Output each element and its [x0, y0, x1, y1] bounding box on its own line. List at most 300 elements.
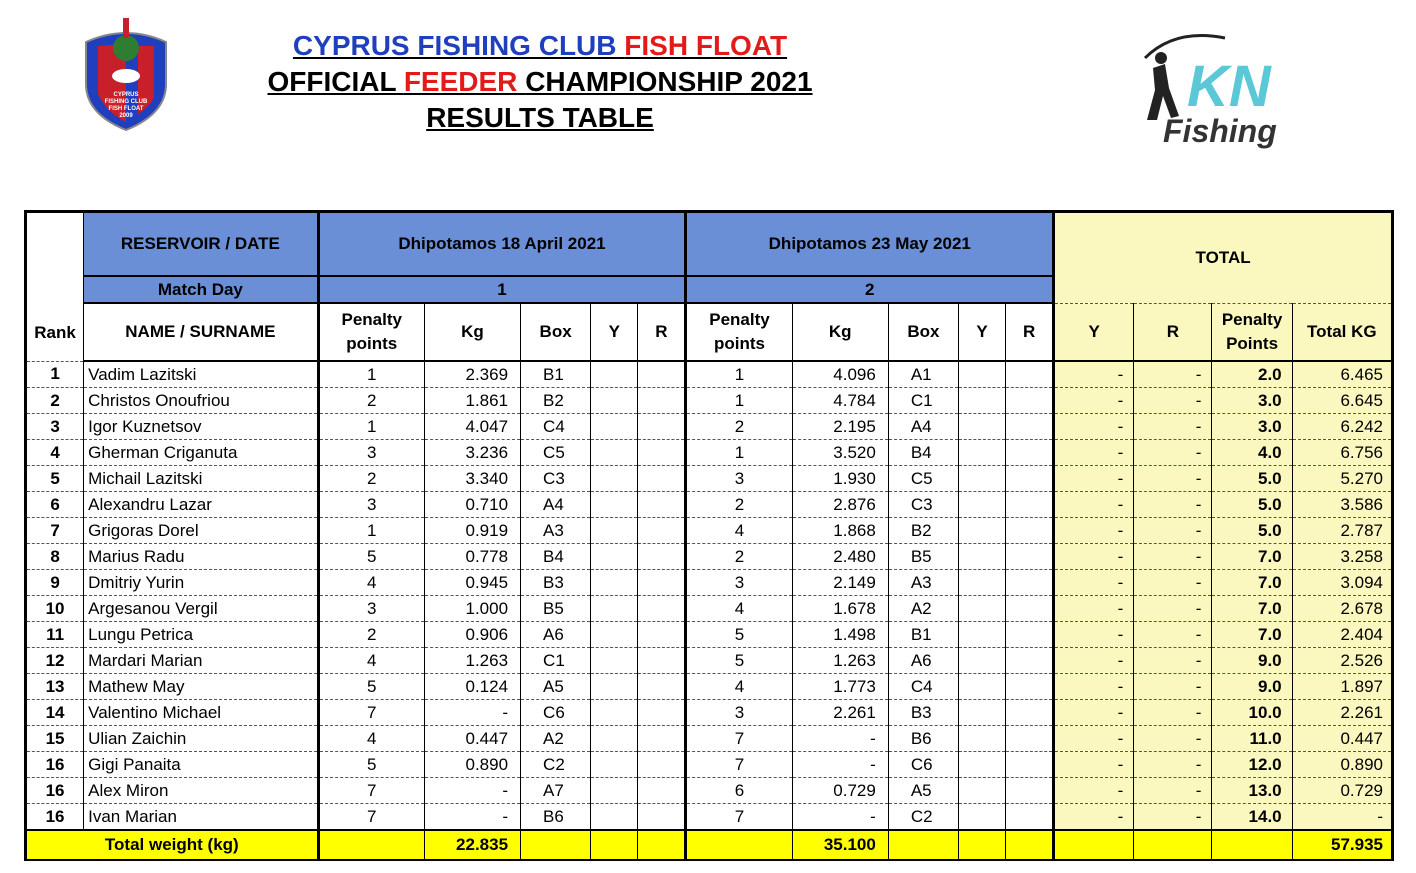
day2-box-cell: C4 [888, 674, 958, 700]
day1-box-cell: B5 [521, 596, 591, 622]
day1-r-cell [638, 466, 686, 492]
day1-kg-header: Kg [424, 303, 520, 361]
total-kg-cell: 2.261 [1292, 700, 1392, 726]
rank-cell: 16 [26, 778, 84, 804]
total-penalty-cell: 2.0 [1212, 361, 1292, 388]
title-line-1 [230, 28, 850, 64]
day1-kg-cell: 3.340 [424, 466, 520, 492]
day2-kg-cell: 1.263 [792, 648, 888, 674]
day1-r-cell [638, 596, 686, 622]
total-penalty-cell: 9.0 [1212, 648, 1292, 674]
day2-y-cell [958, 492, 1005, 518]
total-penalty-header [1212, 303, 1292, 361]
total-r-cell: - [1134, 492, 1212, 518]
total-r-cell: - [1134, 570, 1212, 596]
rank-cell: 15 [26, 726, 84, 752]
sponsor-logo [1135, 28, 1295, 153]
club-logo-text-2: FISHING CLUB [104, 99, 148, 105]
total-y-cell: - [1054, 570, 1134, 596]
total-kg-cell: 2.526 [1292, 648, 1392, 674]
total-r-cell: - [1134, 752, 1212, 778]
total-y-cell: - [1054, 440, 1134, 466]
total-kg-cell: 1.897 [1292, 674, 1392, 700]
day1-penalty-cell: 2 [318, 466, 424, 492]
day2-number: 2 [686, 276, 1054, 303]
day2-penalty-cell: 4 [686, 518, 792, 544]
day1-r-header: R [638, 303, 686, 361]
day2-y-cell [958, 622, 1005, 648]
day1-number: 1 [318, 276, 686, 303]
total-penalty-cell: 7.0 [1212, 596, 1292, 622]
day1-penalty-cell: 7 [318, 778, 424, 804]
total-y-cell: - [1054, 361, 1134, 388]
total-r-cell: - [1134, 778, 1212, 804]
day2-r-cell [1006, 752, 1054, 778]
total-kg-all: 57.935 [1292, 830, 1392, 860]
club-logo [76, 14, 176, 132]
day2-kg-header: Kg [792, 303, 888, 361]
total-y-cell: - [1054, 388, 1134, 414]
day1-kg-cell: - [424, 804, 520, 831]
day2-penalty-cell: 4 [686, 596, 792, 622]
day1-penalty-cell: 5 [318, 544, 424, 570]
name-cell: Gherman Criganuta [84, 440, 319, 466]
total-r-cell: - [1134, 440, 1212, 466]
day1-box-cell: B1 [521, 361, 591, 388]
day2-y-cell [958, 361, 1005, 388]
total-y-cell: - [1054, 648, 1134, 674]
table-row [26, 596, 1393, 622]
day2-box-cell: B6 [888, 726, 958, 752]
total-r-cell: - [1134, 674, 1212, 700]
rank-cell: 6 [26, 492, 84, 518]
day2-y-cell [958, 414, 1005, 440]
day1-r-cell [638, 648, 686, 674]
day1-y-cell [591, 752, 638, 778]
day2-r-cell [1006, 544, 1054, 570]
table-row [26, 778, 1393, 804]
day2-box-cell: B5 [888, 544, 958, 570]
day1-r-cell [638, 518, 686, 544]
day2-y-cell [958, 544, 1005, 570]
day2-reservoir-header: Dhipotamos 23 May 2021 [686, 212, 1054, 277]
day2-penalty-cell: 4 [686, 674, 792, 700]
day2-penalty-cell: 6 [686, 778, 792, 804]
day2-kg-cell: 3.520 [792, 440, 888, 466]
day1-y-cell [591, 544, 638, 570]
day2-y-cell [958, 596, 1005, 622]
day2-y-cell [958, 518, 1005, 544]
day1-kg-cell: 0.945 [424, 570, 520, 596]
day1-kg-cell: 2.369 [424, 361, 520, 388]
day2-penalty-cell: 5 [686, 622, 792, 648]
day2-box-cell: A4 [888, 414, 958, 440]
day2-r-cell [1006, 361, 1054, 388]
day1-r-cell [638, 726, 686, 752]
total-day1-kg: 22.835 [424, 830, 520, 860]
table-row [26, 518, 1393, 544]
rank-cell: 10 [26, 596, 84, 622]
day2-box-cell: B2 [888, 518, 958, 544]
day1-r-cell [638, 414, 686, 440]
name-cell: Christos Onoufriou [84, 388, 319, 414]
day1-box-cell: B2 [521, 388, 591, 414]
day2-box-cell: A1 [888, 361, 958, 388]
day2-r-cell [1006, 674, 1054, 700]
total-kg-cell: 2.787 [1292, 518, 1392, 544]
day1-kg-cell: 0.778 [424, 544, 520, 570]
total-weight-row [26, 830, 1393, 860]
day1-y-cell [591, 466, 638, 492]
day2-y-header: Y [958, 303, 1005, 361]
total-day1-box [521, 830, 591, 860]
total-kg-cell: 6.756 [1292, 440, 1392, 466]
day2-penalty-cell: 7 [686, 726, 792, 752]
rank-cell: 9 [26, 570, 84, 596]
table-row [26, 544, 1393, 570]
day2-y-cell [958, 700, 1005, 726]
total-r-cell: - [1134, 804, 1212, 831]
sponsor-logo-fishing: Fishing [1163, 113, 1277, 149]
total-kg-cell: 0.890 [1292, 752, 1392, 778]
total-r-cell: - [1134, 361, 1212, 388]
day1-penalty-cell: 5 [318, 752, 424, 778]
club-logo-text-3: FISH FLOAT [108, 106, 144, 112]
name-cell: Alex Miron [84, 778, 319, 804]
title-line-3: RESULTS TABLE [426, 102, 654, 133]
name-cell: Alexandru Lazar [84, 492, 319, 518]
day1-y-cell [591, 726, 638, 752]
day1-y-cell [591, 361, 638, 388]
day2-r-cell [1006, 804, 1054, 831]
name-cell: Argesanou Vergil [84, 596, 319, 622]
total-kg-cell: 3.586 [1292, 492, 1392, 518]
total-y-cell: - [1054, 804, 1134, 831]
day2-y-cell [958, 388, 1005, 414]
day1-penalty-cell: 7 [318, 700, 424, 726]
title-championship: CHAMPIONSHIP 2021 [525, 66, 813, 97]
day1-y-cell [591, 388, 638, 414]
rank-cell: 5 [26, 466, 84, 492]
rank-cell: 12 [26, 648, 84, 674]
total-penalty-cell: 3.0 [1212, 388, 1292, 414]
name-cell: Mardari Marian [84, 648, 319, 674]
table-row [26, 804, 1393, 831]
total-header: TOTAL [1054, 212, 1393, 304]
day2-box-cell: A5 [888, 778, 958, 804]
match-day-header: Match Day [84, 276, 319, 303]
day2-r-cell [1006, 388, 1054, 414]
day1-r-cell [638, 544, 686, 570]
day2-y-cell [958, 570, 1005, 596]
day1-penalty-cell: 3 [318, 596, 424, 622]
day2-y-cell [958, 726, 1005, 752]
day2-box-cell: B1 [888, 622, 958, 648]
day1-box-cell: B3 [521, 570, 591, 596]
day1-kg-cell: 1.263 [424, 648, 520, 674]
club-name: CYPRUS FISHING CLUB [292, 30, 617, 61]
total-penalty-cell: 5.0 [1212, 518, 1292, 544]
table-row [26, 492, 1393, 518]
day1-box-cell: A4 [521, 492, 591, 518]
day2-kg-cell: 2.195 [792, 414, 888, 440]
day2-kg-cell: 1.773 [792, 674, 888, 700]
day1-penalty-cell: 3 [318, 492, 424, 518]
day2-box-cell: B4 [888, 440, 958, 466]
total-penalty-header-l1: Penalty [1221, 309, 1283, 329]
total-r-cell: - [1134, 414, 1212, 440]
table-row [26, 700, 1393, 726]
total-y-cell: - [1054, 752, 1134, 778]
day2-r-cell [1006, 492, 1054, 518]
total-day1-r [638, 830, 686, 860]
name-cell: Michail Lazitski [84, 466, 319, 492]
total-y-header: Y [1054, 303, 1134, 361]
day2-r-cell [1006, 518, 1054, 544]
total-penalty-cell: 12.0 [1212, 752, 1292, 778]
day2-kg-cell: 1.868 [792, 518, 888, 544]
day1-penalty-cell: 2 [318, 622, 424, 648]
total-r-cell: - [1134, 596, 1212, 622]
day2-r-cell [1006, 570, 1054, 596]
day2-penalty-cell: 3 [686, 570, 792, 596]
total-r-cell: - [1134, 648, 1212, 674]
total-r-cell: - [1134, 700, 1212, 726]
total-day2-kg: 35.100 [792, 830, 888, 860]
day1-y-cell [591, 804, 638, 831]
day1-y-cell [591, 596, 638, 622]
name-header: NAME / SURNAME [84, 303, 319, 361]
total-penalty-cell: 14.0 [1212, 804, 1292, 831]
total-day2-penalty [686, 830, 792, 860]
day1-r-cell [638, 388, 686, 414]
day1-r-cell [638, 804, 686, 831]
total-y-cell: - [1054, 414, 1134, 440]
day2-box-cell: C3 [888, 492, 958, 518]
table-row [26, 674, 1393, 700]
day2-kg-cell: 1.498 [792, 622, 888, 648]
table-row [26, 570, 1393, 596]
day2-y-cell [958, 778, 1005, 804]
name-cell: Ivan Marian [84, 804, 319, 831]
name-cell: Dmitriy Yurin [84, 570, 319, 596]
day1-kg-cell: 0.710 [424, 492, 520, 518]
day2-penalty-cell: 1 [686, 440, 792, 466]
day2-penalty-cell: 1 [686, 388, 792, 414]
day2-penalty-cell: 5 [686, 648, 792, 674]
day2-box-cell: A2 [888, 596, 958, 622]
day1-kg-cell: - [424, 700, 520, 726]
total-penalty-cell: 7.0 [1212, 622, 1292, 648]
day2-y-cell [958, 648, 1005, 674]
total-penalty-cell: 7.0 [1212, 570, 1292, 596]
day2-penalty-cell: 2 [686, 492, 792, 518]
day1-kg-cell: 4.047 [424, 414, 520, 440]
day2-kg-cell: - [792, 804, 888, 831]
day2-penalty-cell: 1 [686, 361, 792, 388]
day2-penalty-header-l2: points [714, 334, 765, 353]
day1-kg-cell: 0.124 [424, 674, 520, 700]
day1-reservoir-header: Dhipotamos 18 April 2021 [318, 212, 686, 277]
day1-y-cell [591, 674, 638, 700]
total-r-header: R [1134, 303, 1212, 361]
table-row [26, 466, 1393, 492]
day2-r-header: R [1006, 303, 1054, 361]
table-row [26, 388, 1393, 414]
day1-kg-cell: 0.906 [424, 622, 520, 648]
total-y-cell: - [1054, 596, 1134, 622]
rank-cell: 8 [26, 544, 84, 570]
day2-penalty-cell: 2 [686, 414, 792, 440]
day1-box-cell: A6 [521, 622, 591, 648]
day2-kg-cell: 2.480 [792, 544, 888, 570]
day1-y-cell [591, 492, 638, 518]
rank-cell: 3 [26, 414, 84, 440]
document-title-block [230, 28, 850, 136]
day1-box-cell: A5 [521, 674, 591, 700]
day1-r-cell [638, 752, 686, 778]
total-day2-r [1006, 830, 1054, 860]
table-row [26, 752, 1393, 778]
day1-penalty-header [318, 303, 424, 361]
day2-penalty-cell: 7 [686, 752, 792, 778]
day1-y-cell [591, 414, 638, 440]
day2-penalty-cell: 3 [686, 466, 792, 492]
total-r-cell: - [1134, 726, 1212, 752]
name-cell: Grigoras Dorel [84, 518, 319, 544]
rank-cell: 4 [26, 440, 84, 466]
day1-penalty-cell: 4 [318, 648, 424, 674]
day1-r-cell [638, 570, 686, 596]
day2-penalty-header-l1: Penalty [709, 310, 770, 329]
rank-cell: 16 [26, 752, 84, 778]
day2-kg-cell: 2.149 [792, 570, 888, 596]
day1-box-cell: A3 [521, 518, 591, 544]
day1-kg-cell: 3.236 [424, 440, 520, 466]
day1-y-header: Y [591, 303, 638, 361]
name-cell: Lungu Petrica [84, 622, 319, 648]
name-cell: Igor Kuznetsov [84, 414, 319, 440]
day2-box-cell: B3 [888, 700, 958, 726]
day2-box-cell: C5 [888, 466, 958, 492]
total-penalty-cell: 3.0 [1212, 414, 1292, 440]
day1-kg-cell: 0.447 [424, 726, 520, 752]
day1-penalty-header-l2: points [346, 334, 398, 353]
day2-r-cell [1006, 440, 1054, 466]
day1-penalty-cell: 1 [318, 518, 424, 544]
day1-kg-cell: 0.890 [424, 752, 520, 778]
total-penalty [1212, 830, 1292, 860]
total-y-cell: - [1054, 466, 1134, 492]
day2-y-cell [958, 466, 1005, 492]
total-penalty-cell: 9.0 [1212, 674, 1292, 700]
rank-header [26, 212, 84, 362]
total-y-cell: - [1054, 726, 1134, 752]
day1-box-cell: C6 [521, 700, 591, 726]
day2-box-cell: A6 [888, 648, 958, 674]
club-logo-text-1: CYPRUS [113, 92, 139, 98]
total-y-cell: - [1054, 700, 1134, 726]
name-cell: Gigi Panaita [84, 752, 319, 778]
table-row [26, 648, 1393, 674]
total-day2-box [888, 830, 958, 860]
day1-kg-cell: 1.861 [424, 388, 520, 414]
day2-kg-cell: 2.261 [792, 700, 888, 726]
rank-cell: 13 [26, 674, 84, 700]
rank-header-label: Rank [34, 322, 76, 342]
day2-kg-cell: 4.096 [792, 361, 888, 388]
total-day1-penalty [318, 830, 424, 860]
day2-kg-cell: - [792, 752, 888, 778]
day1-kg-cell: 1.000 [424, 596, 520, 622]
total-kg-cell: 3.258 [1292, 544, 1392, 570]
total-kg-cell: 0.729 [1292, 778, 1392, 804]
day2-r-cell [1006, 648, 1054, 674]
day1-penalty-cell: 4 [318, 726, 424, 752]
title-line-2 [230, 64, 850, 100]
total-y-cell: - [1054, 544, 1134, 570]
day1-penalty-header-l1: Penalty [341, 310, 402, 329]
day1-y-cell [591, 570, 638, 596]
total-y-cell: - [1054, 492, 1134, 518]
day1-box-cell: C1 [521, 648, 591, 674]
table-row [26, 622, 1393, 648]
title-official: OFFICIAL [267, 66, 397, 97]
total-kg-cell: 3.094 [1292, 570, 1392, 596]
total-day1-y [591, 830, 638, 860]
table-row [26, 440, 1393, 466]
day2-box-cell: C2 [888, 804, 958, 831]
day1-penalty-cell: 2 [318, 388, 424, 414]
day1-y-cell [591, 440, 638, 466]
day1-penalty-cell: 5 [318, 674, 424, 700]
sponsor-logo-kn: KN [1187, 54, 1271, 119]
day1-penalty-cell: 1 [318, 361, 424, 388]
day1-r-cell [638, 622, 686, 648]
day2-y-cell [958, 440, 1005, 466]
day1-box-cell: C4 [521, 414, 591, 440]
day2-kg-cell: 2.876 [792, 492, 888, 518]
total-y-cell: - [1054, 622, 1134, 648]
total-r-cell: - [1134, 544, 1212, 570]
rank-cell: 1 [26, 361, 84, 388]
day1-penalty-cell: 3 [318, 440, 424, 466]
total-kg-cell: 2.404 [1292, 622, 1392, 648]
total-y-cell: - [1054, 518, 1134, 544]
total-y [1054, 830, 1134, 860]
reservoir-date-header: RESERVOIR / DATE [84, 212, 319, 277]
total-kg-cell: - [1292, 804, 1392, 831]
day1-kg-cell: - [424, 778, 520, 804]
day2-penalty-cell: 2 [686, 544, 792, 570]
day2-box-cell: C1 [888, 388, 958, 414]
total-penalty-cell: 7.0 [1212, 544, 1292, 570]
total-penalty-cell: 10.0 [1212, 700, 1292, 726]
day1-box-cell: B4 [521, 544, 591, 570]
day1-y-cell [591, 700, 638, 726]
total-day2-y [958, 830, 1005, 860]
rank-cell: 11 [26, 622, 84, 648]
day2-kg-cell: 4.784 [792, 388, 888, 414]
club-name-suffix: FISH FLOAT [624, 30, 788, 61]
day1-penalty-cell: 1 [318, 414, 424, 440]
total-kg-cell: 0.447 [1292, 726, 1392, 752]
day1-r-cell [638, 492, 686, 518]
total-penalty-cell: 11.0 [1212, 726, 1292, 752]
day1-r-cell [638, 361, 686, 388]
day1-box-cell: A2 [521, 726, 591, 752]
results-table [24, 210, 1394, 861]
